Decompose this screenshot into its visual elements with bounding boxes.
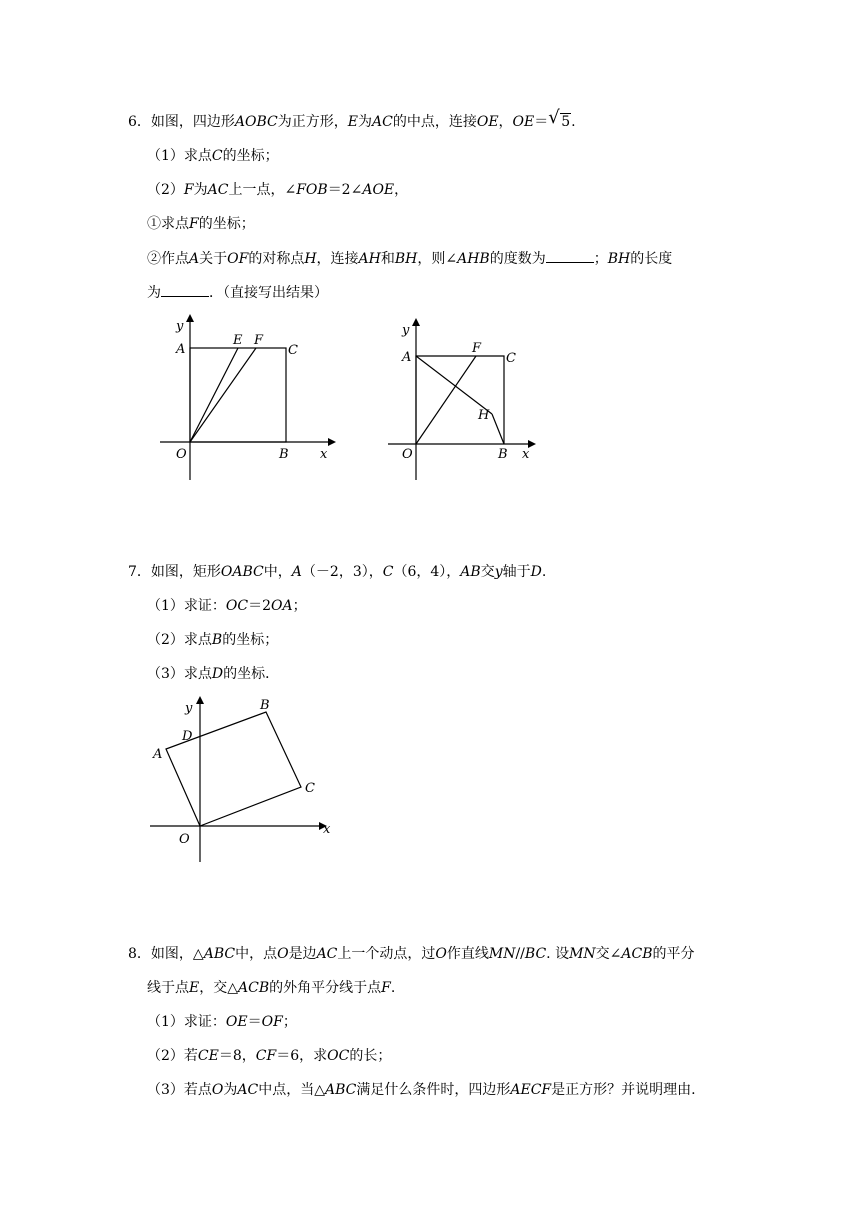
label-y: y (185, 701, 193, 716)
segment-BH (492, 414, 504, 444)
label-C: C (506, 351, 516, 366)
label-B: B (279, 447, 289, 462)
segment-OF (190, 348, 256, 442)
label-x: x (323, 822, 331, 837)
q7-part2: （2）求点B的坐标； (147, 632, 279, 648)
answer-blank-angle[interactable] (546, 248, 594, 263)
label-y: y (402, 323, 410, 338)
q8-stem: 8．如图，△ABC中，点O是边AC上一个动点，过O作直线MN//BC. 设MN交∠ACB的平分 (128, 946, 695, 962)
sqrt-5: √ 5 (548, 107, 571, 130)
label-B: B (260, 698, 270, 713)
q6-part1: （1）求点C的坐标； (147, 148, 279, 164)
label-C: C (288, 343, 298, 358)
label-O: O (176, 447, 187, 462)
q6-sub1: ①求点F的坐标； (147, 216, 255, 232)
q8-stem-cont: 线于点E，交△ACB的外角平分线于点F. (147, 980, 396, 996)
q6-sub2: ②作点A关于OF的对称点H，连接AH和BH，则∠AHB的度数为 ；BH的长度 (147, 248, 672, 269)
q6-sub2-cont: 为 ．（直接写出结果） (147, 282, 328, 303)
square-AOBC (190, 348, 286, 442)
label-F: F (472, 341, 482, 356)
label-F: F (254, 333, 264, 348)
answer-blank-length[interactable] (161, 282, 209, 297)
q8-part2: （2）若CE＝8，CF＝6，求OC的长； (147, 1048, 392, 1064)
label-A: A (176, 342, 186, 357)
y-axis-arrow-icon (196, 696, 204, 704)
q6-part2: （2）F为AC上一点，∠FOB＝2∠AOE， (147, 182, 409, 198)
label-E: E (233, 333, 243, 348)
q8-part1: （1）求证：OE＝OF； (147, 1014, 297, 1030)
label-A: A (402, 350, 412, 365)
label-x: x (522, 447, 530, 462)
square-AOBC (416, 356, 504, 444)
q7-part1: （1）求证：OC＝2OA； (147, 598, 307, 614)
q7-stem: 7．如图，矩形OABC中，A（－2，3），C（6，4），AB交y轴于D. (128, 564, 547, 580)
label-y: y (176, 319, 184, 334)
segment-OE (190, 348, 238, 442)
segment-AH (416, 356, 492, 414)
label-O: O (402, 447, 413, 462)
y-axis-arrow-icon (412, 318, 420, 326)
segment-OF (416, 356, 476, 444)
q7-part3: （3）求点D的坐标． (147, 666, 280, 682)
label-O: O (179, 832, 190, 847)
q6-figure-2 (380, 318, 545, 488)
label-H: H (478, 408, 490, 423)
label-B: B (498, 447, 508, 462)
x-axis-arrow-icon (328, 438, 336, 446)
q8-part3: （3）若点O为AC中点，当△ABC满足什么条件时，四边形AECF是正方形？并说明理由. (147, 1082, 696, 1098)
label-A: A (153, 747, 163, 762)
y-axis-arrow-icon (186, 314, 194, 322)
q6-stem: 6．如图，四边形AOBC为正方形，E为AC的中点，连接OE，OE＝ √ 5. (128, 107, 576, 130)
label-D: D (182, 729, 193, 744)
label-x: x (320, 447, 328, 462)
q6-figure-1 (150, 312, 340, 487)
q7-figure (145, 692, 345, 867)
label-C: C (305, 781, 315, 796)
